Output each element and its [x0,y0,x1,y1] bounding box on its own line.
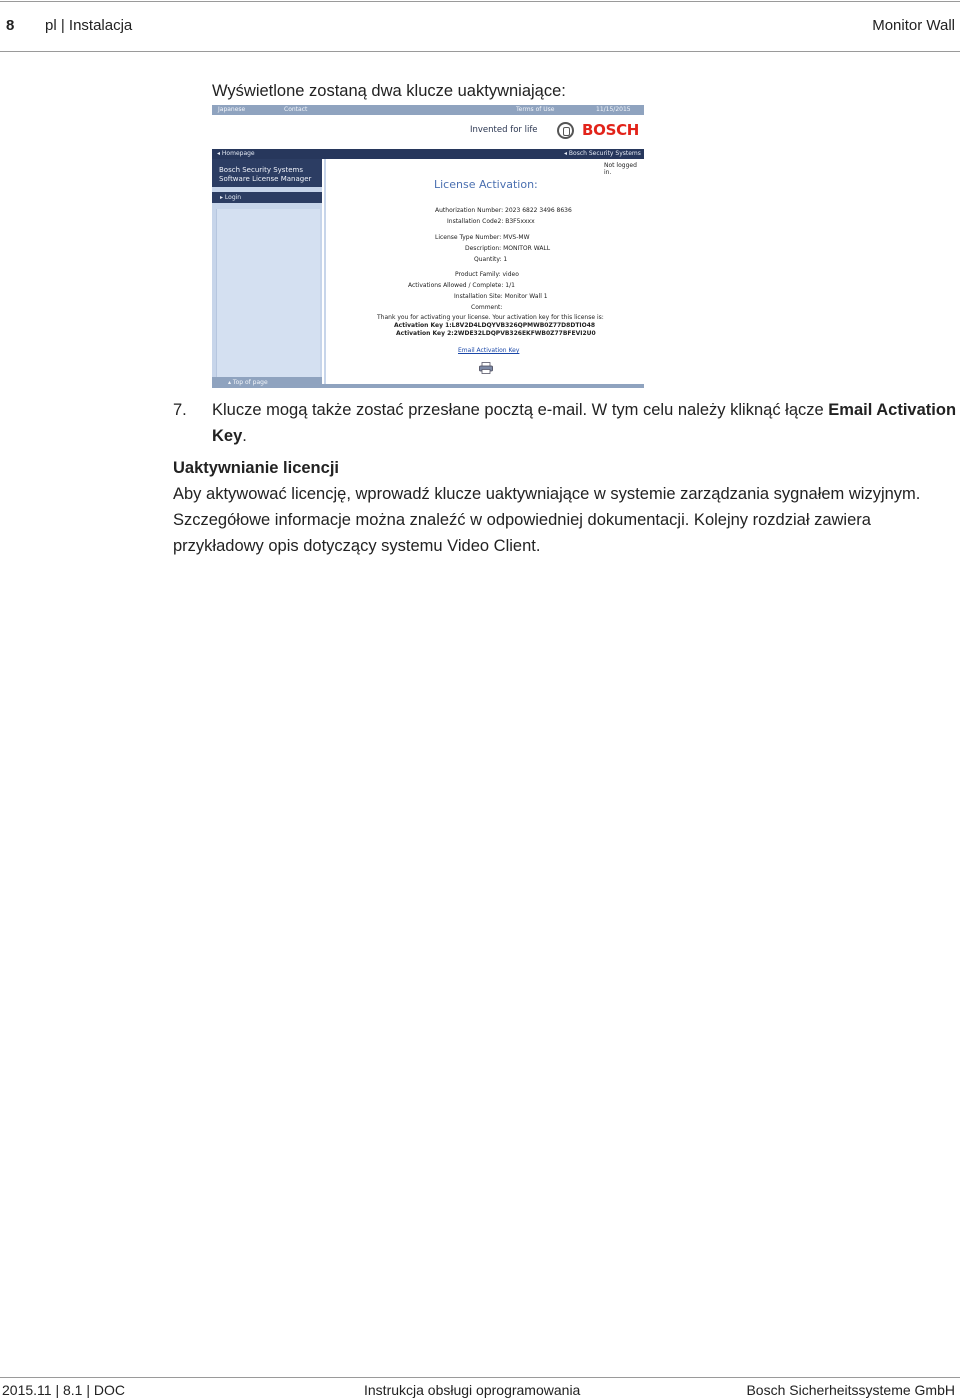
quantity: Quantity: 1 [474,256,508,263]
contact-link: Contact [284,106,308,113]
page-number: 8 [6,17,15,34]
activation-key-2: Activation Key 2:2WDE32LDQPVB326EKFWB0Z77BFEVI2U0 [396,330,596,337]
terms-link: Terms of Use [516,106,555,113]
bosch-logo: BOSCH [582,121,640,139]
sidebar-top-of-page: ▴ Top of page [212,377,322,388]
email-activation-key-link[interactable]: Email Activation Key [458,347,520,354]
intro-text: Wyświetlone zostaną dwa klucze uaktywniające: [212,82,566,100]
section-paragraph: Aby aktywować licencję, wprowadź klucze uaktywniające w systemie zarządzania sygnałem wizyjnym. Szczegółowe informacje można znaleźć w odpowiedniej dokumentacji. Kolejny rozdział zawiera przykładowy opis dotyczący systemu Video Client. [173,485,921,555]
sidebar-panel [216,209,320,377]
sidebar-login: ▸ Login [212,192,322,203]
screenshot-banner [212,115,644,151]
product-family: Product Family: video [455,271,519,278]
header-section: pl | Instalacja [45,17,133,34]
license-type: License Type Number: MVS-MW [435,234,530,241]
footer-rule [0,1377,960,1378]
footer-left: 2015.11 | 8.1 | DOC [2,1382,125,1398]
authorization-number: Authorization Number: 2023 6822 3496 8636 [435,207,572,214]
activations: Activations Allowed / Complete: 1/1 [408,282,515,289]
content-bottom-rule [322,384,644,388]
footer-center: Instrukcja obsługi oprogramowania [364,1382,581,1398]
screenshot-topbar [212,105,644,115]
header-top-rule [0,1,960,2]
not-logged-in: Not logged in. [604,162,637,176]
footer-right: Bosch Sicherheitssysteme GmbH [746,1382,955,1398]
step-7-number: 7. [173,401,187,419]
header-bottom-rule [0,51,960,52]
homepage-link: ◂ Homepage [217,150,255,157]
topbar-date: 11/15/2015 [596,106,631,113]
language-link: Japanese [218,106,246,113]
license-activation-title: License Activation: [434,178,538,191]
activation-key-1: Activation Key 1:L8V2D4LDQYVB326QPMWB0Z77D8DTIO48 [394,322,596,329]
bss-link: ◂ Bosch Security Systems [564,150,641,157]
email-activation-key-label: Email Activation Key [212,401,957,445]
bosch-logo-icon [557,122,574,139]
thanks-text: Thank you for activating your license. Your activation key for this license is: [377,314,604,321]
header-product: Monitor Wall [872,17,955,34]
description: Description: MONITOR WALL [465,245,551,252]
comment: Comment: [471,304,503,311]
slogan: Invented for life [470,125,538,135]
license-activation-screenshot [212,105,644,388]
section-heading: Uaktywnianie licencji [173,459,339,477]
installation-code: Installation Code2: B3F5xxxx [447,218,535,225]
installation-site: Installation Site: Monitor Wall 1 [454,293,548,300]
content-divider [324,159,326,388]
printer-icon[interactable] [479,362,493,374]
step-7-text: Klucze mogą także zostać przesłane pocztą e-mail. W tym celu należy kliknąć łącze Email Activation Key. [212,401,957,445]
sidebar-title: Bosch Security Systems Software License Manager [212,159,322,187]
screenshot-navbar [212,149,644,159]
